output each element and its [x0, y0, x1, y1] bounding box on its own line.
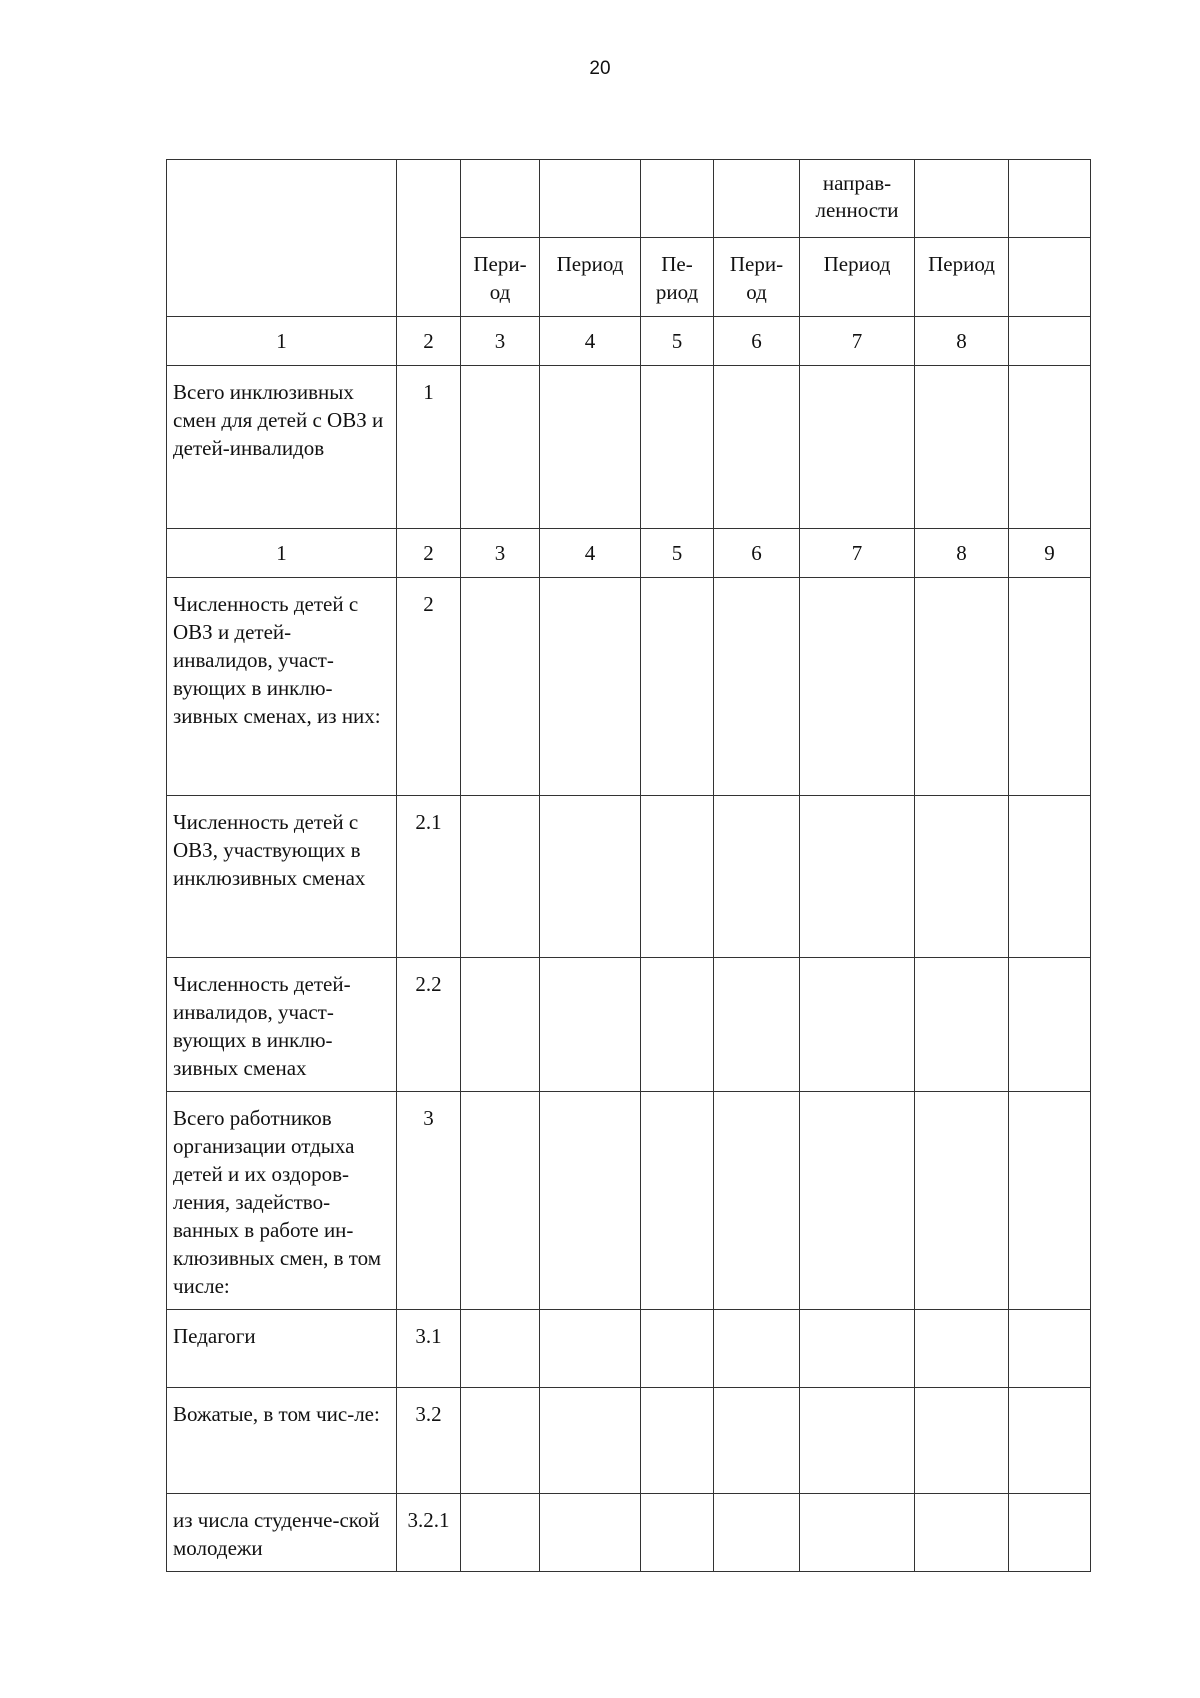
row-code: 3.2	[397, 1388, 461, 1494]
column-number: 7	[800, 529, 915, 578]
direction-header: направ- ленности	[800, 160, 915, 238]
column-number	[1009, 317, 1091, 366]
table-row	[167, 958, 1091, 1092]
column-number: 4	[540, 317, 641, 366]
period-header: Пери- од	[461, 238, 540, 317]
row-code: 3.2.1	[397, 1494, 461, 1572]
column-number: 1	[167, 529, 397, 578]
header-empty-cell	[167, 160, 397, 317]
column-number: 8	[915, 317, 1009, 366]
column-number: 2	[397, 529, 461, 578]
period-header: Пери- од	[714, 238, 800, 317]
period-header	[1009, 238, 1091, 317]
column-number: 5	[641, 529, 714, 578]
column-number: 7	[800, 317, 915, 366]
column-number: 1	[167, 317, 397, 366]
column-number: 4	[540, 529, 641, 578]
row-code: 2.1	[397, 796, 461, 958]
row-label: Численность детей-инвалидов, участ-вующих в инклю-зивных сменах	[167, 958, 397, 1092]
row-code: 1	[397, 366, 461, 529]
period-header: Период	[915, 238, 1009, 317]
table-row	[167, 796, 1091, 958]
row-label: Педагоги	[167, 1310, 397, 1388]
header-row-top	[167, 160, 1091, 238]
row-label: Всего инклюзивных смен для детей с ОВЗ и детей-инвалидов	[167, 366, 397, 529]
column-numbers-row	[167, 317, 1091, 366]
column-numbers-row	[167, 529, 1091, 578]
row-code: 3	[397, 1092, 461, 1310]
column-number: 6	[714, 317, 800, 366]
column-number: 8	[915, 529, 1009, 578]
header-empty-cell	[397, 160, 461, 317]
column-number: 5	[641, 317, 714, 366]
row-label: Вожатые, в том чис-ле:	[167, 1388, 397, 1494]
period-header: Период	[800, 238, 915, 317]
table-row	[167, 1494, 1091, 1572]
column-number: 9	[1009, 529, 1091, 578]
column-number: 2	[397, 317, 461, 366]
column-number: 3	[461, 317, 540, 366]
table-row	[167, 1388, 1091, 1494]
column-number: 3	[461, 529, 540, 578]
row-label: Численность детей с ОВЗ, участвующих в инклюзивных сменах	[167, 796, 397, 958]
table-row	[167, 578, 1091, 796]
report-table	[166, 159, 1091, 1572]
table-row	[167, 1310, 1091, 1388]
table-row	[167, 366, 1091, 529]
row-label: Всего работников организации отдыха детей и их оздоров-ления, задейство-ванных в работе ин-клюзивных смен, в том числе:	[167, 1092, 397, 1310]
table-row	[167, 1092, 1091, 1310]
period-header: Период	[540, 238, 641, 317]
row-code: 2	[397, 578, 461, 796]
row-label: из числа студенче-ской молодежи	[167, 1494, 397, 1572]
row-code: 3.1	[397, 1310, 461, 1388]
page-number: 20	[589, 58, 611, 79]
row-code: 2.2	[397, 958, 461, 1092]
column-number: 6	[714, 529, 800, 578]
period-header: Пе- риод	[641, 238, 714, 317]
row-label: Численность детей с ОВЗ и детей-инвалидов, участ-вующих в инклю-зивных сменах, из них:	[167, 578, 397, 796]
